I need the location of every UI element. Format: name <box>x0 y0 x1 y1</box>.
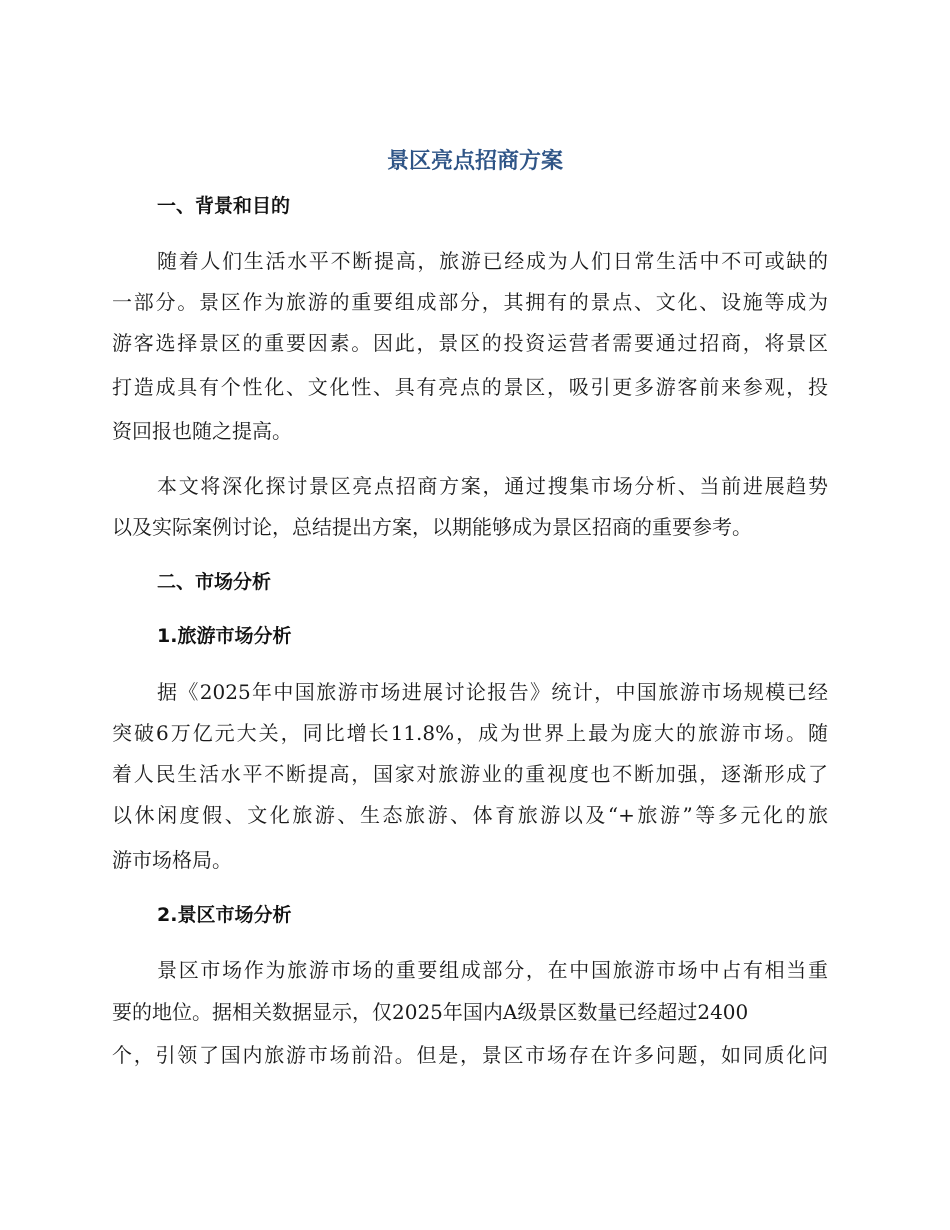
paragraph-line: 游市场格局。 <box>112 848 232 872</box>
paragraph-line: 个，引领了国内旅游市场前沿。但是，景区市场存在许多问题，如同质化问 <box>112 1043 828 1067</box>
paragraph-line: 景区市场作为旅游市场的重要组成部分，在中国旅游市场中占有相当重 <box>157 958 828 982</box>
paragraph-line: 着人民生活水平不断提高，国家对旅游业的重视度也不断加强，逐渐形成了 <box>112 762 828 786</box>
paragraph-line: 游客选择景区的重要因素。因此，景区的投资运营者需要通过招商，将景区 <box>112 331 828 355</box>
paragraph-line: 资回报也随之提高。 <box>112 419 292 443</box>
paragraph-line: 以及实际案例讨论，总结提出方案，以期能够成为景区招商的重要参考。 <box>112 515 752 539</box>
subsection-heading-scenic-market: 2.景区市场分析 <box>157 904 292 926</box>
paragraph-line: 据《2025年中国旅游市场进展讨论报告》统计，中国旅游市场规模已经 <box>157 680 828 704</box>
section-heading-background: 一、背景和目的 <box>157 195 291 217</box>
paragraph-line: 一部分。景区作为旅游的重要组成部分，其拥有的景点、文化、设施等成为 <box>112 290 828 314</box>
paragraph-line: 要的地位。据相关数据显示，仅2025年国内A级景区数量已经超过2400 <box>112 1000 749 1024</box>
paragraph-line: 随着人们生活水平不断提高，旅游已经成为人们日常生活中不可或缺的 <box>157 249 828 273</box>
section-heading-market-analysis: 二、市场分析 <box>157 571 272 593</box>
document-title: 景区亮点招商方案 <box>386 149 563 174</box>
subsection-heading-tourism-market: 1.旅游市场分析 <box>157 625 292 647</box>
paragraph-line: 突破6万亿元大关，同比增长11.8%，成为世界上最为庞大的旅游市场。随 <box>112 721 828 745</box>
paragraph-line: 打造成具有个性化、文化性、具有亮点的景区，吸引更多游客前来参观，投 <box>112 375 828 399</box>
paragraph-line: 本文将深化探讨景区亮点招商方案，通过搜集市场分析、当前进展趋势 <box>157 474 828 498</box>
paragraph-line: 以休闲度假、文化旅游、生态旅游、体育旅游以及“+旅游”等多元化的旅 <box>112 803 828 827</box>
